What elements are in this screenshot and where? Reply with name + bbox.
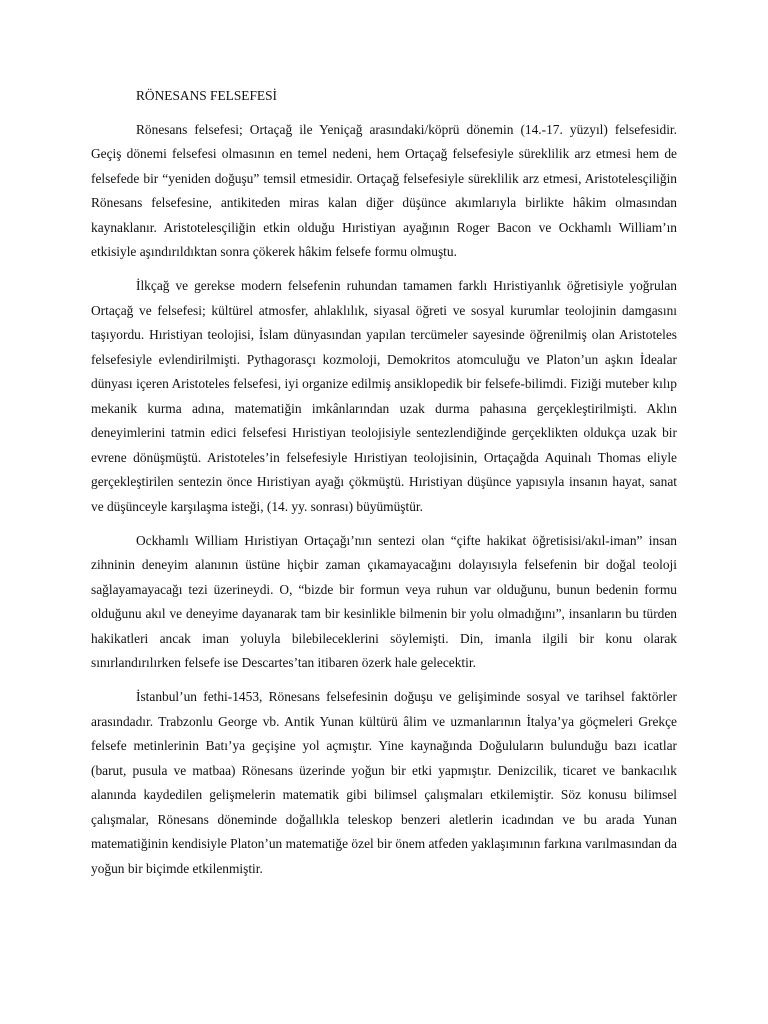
- document-body: [91, 84, 677, 891]
- paragraph-1: Rönesans felsefesi; Ortaçağ ile Yeniçağ arasındaki/köprü dönemin (14.-17. yüzyıl) felsefesidir. Geçiş dönemi felsefesi olmasının en temel nedeni, hem Ortaçağ felsefesiyle süreklilik arz etmesi hem de felsefede bir “yeniden doğuşu” temsil etmesidir. Ortaçağ felsefesiyle süreklilik arz etmesi, Aristotelesçiliğin Rönesans felsefesine, antikiteden miras kalan diğer düşünce akımlarıyla birlikte hâkim olmasından kaynaklanır. Aristotelesçiliğin etkin olduğu Hıristiyan ayağının Roger Bacon ve Ockhamlı William’ın etkisiyle aşındırıldıktan sonra çökerek hâkim felsefe formu olmuştu.: [91, 121, 677, 259]
- paragraph-4: İstanbul’un fethi-1453, Rönesans felsefesinin doğuşu ve gelişiminde sosyal ve tarihsel faktörler arasındadır. Trabzonlu George vb. Antik Yunan kültürü âlim ve uzmanlarının İtalya’ya göçmeleri Grekçe felsefe metinlerinin Batı’ya geçişine yol açmıştır. Yine kaynağında Doğuluların bulunduğu bazı icatlar (barut, pusula ve matbaa) Rönesans üzerinde yoğun bir etki yapmıştır. Denizcilik, ticaret ve bankacılık alanında kaydedilen gelişmelerin matematik gibi bilimsel çalışmaları etkilemiştir. Söz konusu bilimsel çalışmalar, Rönesans döneminde doğallıkla teleskop benzeri aletlerin icadından ve bu arada Yunan matematiğinin kendisiyle Platon’un matematiğe özel bir önem atfeden yaklaşımının farkına varılmasından da yoğun bir biçimde etkilenmiştir.: [91, 689, 677, 876]
- paragraph-2: İlkçağ ve gerekse modern felsefenin ruhundan tamamen farklı Hıristiyanlık öğretisiyle yoğrulan Ortaçağ ve felsefesi; kültürel atmosfer, ahlaklılık, siyasal öğreti ve sosyal kurumlar teolojinin damgasını taşıyordu. Hıristiyan teolojisi, İslam dünyasından yapılan tercümeler sayesinde öğrenilmiş olan Aristoteles felsefesiyle evlendirilmişti. Pythagorasçı kozmoloji, Demokritos atomculuğu ve Platon’un aşkın İdealar dünyası içeren Aristoteles felsefesi, iyi organize edilmiş ansiklopedik bir felsefe-bilimdi. Fiziği muteber kılıp mekanik kurma adına, matematiğin imkânlarından uzak durma pahasına gerçekleştirilmişti. Aklın deneyimlerini tatmin edici felsefesi Hıristiyan teolojisiyle sentezlendiğinde gerçeklikten oldukça uzak bir evrene dönüşmüştü. Aristoteles’in felsefesiyle Hıristiyan teolojisinin, Ortaçağda Aquinalı Thomas eliyle gerçekleştirilen sentezin önce Hıristiyan ayağı çökmüştü. Hıristiyan düşünce yapısıyla insanın hayat, sanat ve düşünceyle karşılaşma isteği, (14. yy. sonrası) büyümüştür.: [91, 278, 677, 514]
- paragraph-3: Ockhamlı William Hıristiyan Ortaçağı’nın sentezi olan “çifte hakikat öğretisisi/akıl-iman” insan zihninin deneyim alanının üstüne hiçbir zaman çıkamayacağını dolayısıyla felsefenin bir doğal teoloji sağlayamayacağı tezi üzerineydi. O, “bizde bir formun veya ruhun var olduğunu, bunun bedenin formu olduğunu akıl ve deneyime dayanarak tam bir kesinlikle bilmenin bir yolu olmadığını”, insanların bu türden hakikatleri ancak iman yoluyla bilebileceklerini söylemişti. Din, imanla ilgili bir konu olarak sınırlandırılırken felsefe ise Descartes’tan itibaren özerk hale gelecektir.: [91, 532, 677, 670]
- document-title: RÖNESANS FELSEFESİ: [136, 88, 278, 103]
